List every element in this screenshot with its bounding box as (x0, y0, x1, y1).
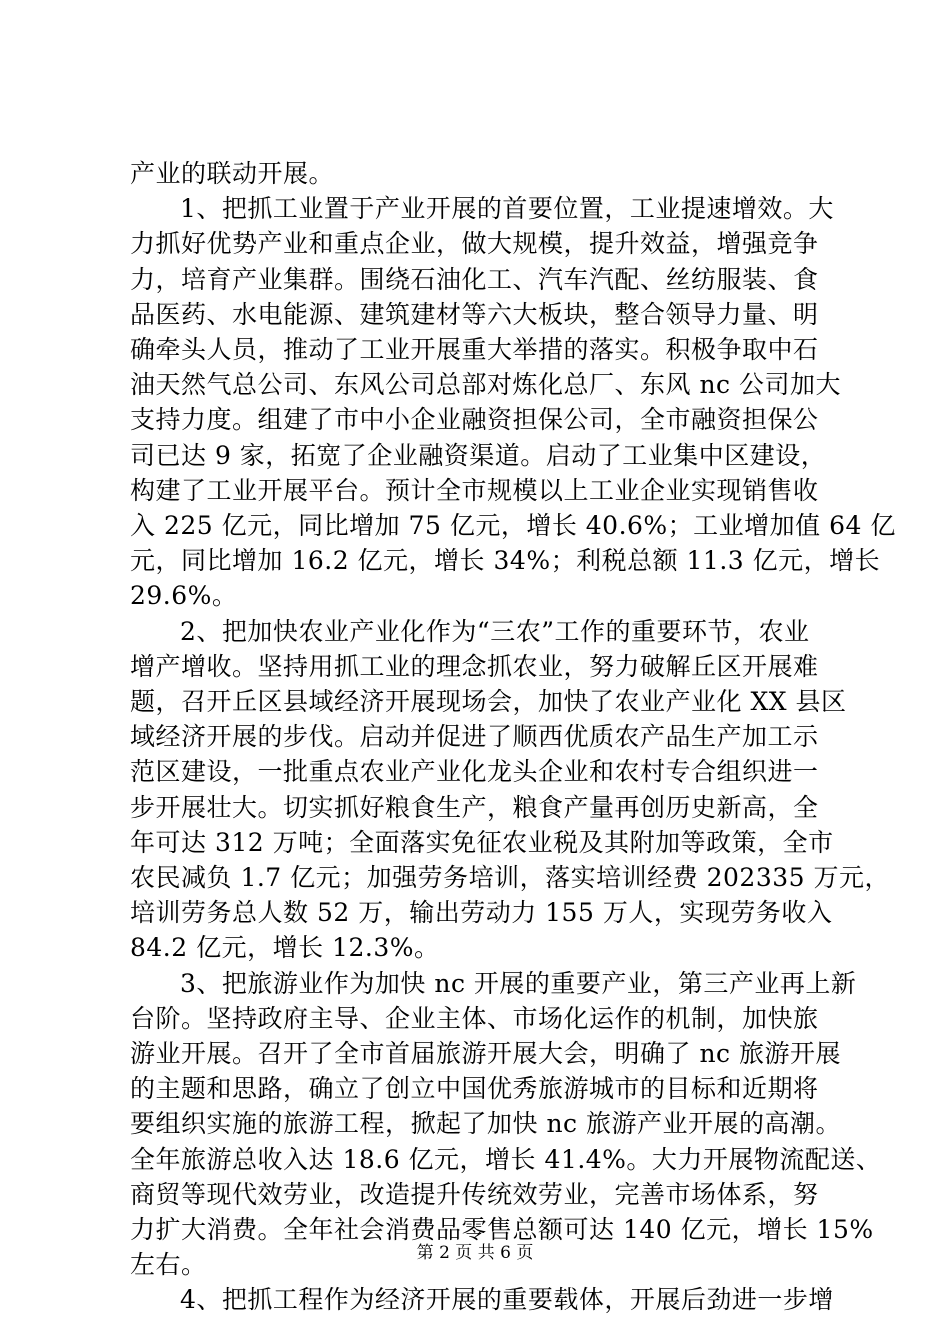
text-line: 增产增收。坚持用抓工业的理念抓农业，努力破解丘区开展难 (130, 651, 819, 681)
text-line: 要组织实施的旅游工程，掀起了加快 nc 旅游产业开展的高潮。 (130, 1109, 841, 1139)
text-line: 力扩大消费。全年社会消费品零售总额可达 140 亿元，增长 15% (130, 1215, 874, 1244)
text-line: 力抓好优势产业和重点企业，做大规模，提升效益，增强竞争 (130, 229, 819, 259)
text-line: 司已达 9 家，拓宽了企业融资渠道。启动了工业集中区建设， (130, 440, 827, 470)
text-line: 油天然气总公司、东风公司总部对炼化总厂、东风 nc 公司加大 (130, 370, 841, 400)
text-line: 培训劳务总人数 52 万，输出劳动力 155 万人，实现劳务收入 (130, 898, 833, 928)
text-line: 台阶。坚持政府主导、企业主体、市场化运作的机制，加快旅 (130, 1003, 819, 1033)
paragraph-1-start: 1、把抓工业置于产业开展的首要位置，工业提速增效。大 (180, 194, 834, 224)
paragraph-4-start: 4、把抓工程作为经济开展的重要载体，开展后劲进一步增 (180, 1285, 834, 1315)
text-line: 构建了工业开展平台。预计全市规模以上工业企业实现销售收 (130, 475, 819, 505)
text-line: 支持力度。组建了市中小企业融资担保公司，全市融资担保公 (130, 405, 819, 435)
text-line: 全年旅游总收入达 18.6 亿元，增长 41.4%。大力开展物流配送、 (130, 1144, 882, 1174)
text-line: 品医药、水电能源、建筑建材等六大板块，整合领导力量、明 (130, 299, 819, 329)
text-line: 域经济开展的步伐。启动并促进了顺西优质农产品生产加工示 (130, 722, 819, 752)
text-line: 确牵头人员，推动了工业开展重大举措的落实。积极争取中石 (130, 335, 819, 364)
text-line: 产业的联动开展。 (130, 159, 335, 188)
text-line: 商贸等现代效劳业，改造提升传统效劳业，完善市场体系，努 (130, 1179, 819, 1209)
text-line: 的主题和思路，确立了创立中国优秀旅游城市的目标和近期将 (130, 1074, 819, 1104)
text-line: 范区建设，一批重点农业产业化龙头企业和农村专合组织进一 (130, 757, 819, 787)
text-line: 年可达 312 万吨；全面落实免征农业税及其附加等政策，全市 (130, 827, 834, 857)
text-line: 题，召开丘区县域经济开展现场会，加快了农业产业化 XX 县区 (130, 687, 847, 716)
text-line: 84.2 亿元，增长 12.3%。 (130, 933, 440, 963)
paragraph-3-start: 3、把旅游业作为加快 nc 开展的重要产业，第三产业再上新 (180, 968, 857, 998)
text-line: 29.6%。 (130, 581, 238, 611)
text-line: 元，同比增加 16.2 亿元，增长 34%；利税总额 11.3 亿元，增长 (130, 546, 881, 576)
text-line: 力，培育产业集群。围绕石油化工、汽车汽配、丝纺服装、食 (130, 264, 819, 294)
page-footer: 第 2 页 共 6 页 (416, 1243, 534, 1263)
text-line: 游业开展。召开了全市首届旅游开展大会，明确了 nc 旅游开展 (130, 1039, 841, 1068)
text-line: 左右。 (130, 1250, 207, 1280)
text-line: 农民减负 1.7 亿元；加强劳务培训，落实培训经费 202335 万元， (130, 863, 890, 892)
paragraph-2-start: 2、把加快农业产业化作为“三农”工作的重要环节，农业 (180, 616, 810, 646)
text-line: 入 225 亿元，同比增加 75 亿元，增长 40.6%；工业增加值 64 亿 (130, 511, 896, 540)
text-line: 步开展壮大。切实抓好粮食生产，粮食产量再创历史新高，全 (130, 792, 819, 822)
